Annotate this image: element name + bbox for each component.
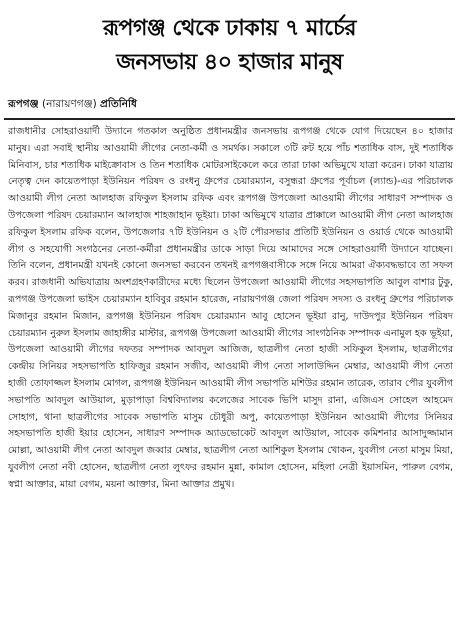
headline	[0, 0, 459, 80]
byline	[8, 96, 137, 112]
headline-line-2: জনসভায় ৪০ হাজার মানুষ	[116, 50, 343, 75]
headline-line-1: রূপগঞ্জ থেকে ঢাকায় ৭ মার্চের	[103, 16, 356, 41]
byline-place: রূপগঞ্জ	[8, 98, 39, 110]
byline-district: (নারায়ণগঞ্জ)	[41, 98, 97, 110]
byline-divider	[4, 118, 455, 120]
article-body: রাজধানীর সোহরাওয়ার্দী উদ্যানে গতকাল অনুষ্ঠিত প্রধানমন্ত্রীর জনসভায় রূপগঞ্জ থেকে যোগ দিয়েছেন ৪০ হাজার মানুষ। এরা সবাই স্থানীয় আওয়ামী লীগের নেতা-কর্মী ও সমর্থক। সকালে ৩টি রুট হয়ে পাঁচ শতাধিক বাস, দুই শতাধিক মিনিবাস, চার শতাধিক মাইক্রোবাস ও তিন শতাধিক মোটরসাইকেলে করে তারা ঢাকা অভিমুখে যাত্রা করেন। ঢাকা যাত্রায় নেতৃত্ব দেন কায়েতপাড়া ইউনিয়ন পরিষদ ও রংধনু গ্রুপের চেয়ারম্যান, বসুন্ধরা গ্রুপের পূর্বাচল (ল্যান্ড)-এর পরিচালক আওয়ামী লীগ নেতা আলহাজ রফিকুল ইসলাম রফিক এবং রূপগঞ্জ উপজেলা আওয়ামী লীগের সাধারণ সম্পাদক ও উপজেলা পরিষদ চেয়ারম্যান আলহাজ শাহজাহান ভূইয়া। ঢাকা অভিমুখে যাত্রার প্রাক্কালে আওয়ামী লীগ নেতা আলহাজ রফিকুল ইসলাম রফিক বলেন, উপজেলার ৭টি ইউনিয়ন ও ২টি পৌরসভার প্রতিটি ইউনিয়ন ও ওয়ার্ড থেকে আওয়ামী লীগ ও সহযোগী সংগঠনের নেতা-কর্মীরা প্রধানমন্ত্রীর ডাকে সাড়া দিয়ে আমাদের সঙ্গে সোহরাওয়ার্দী উদ্যানে যাচ্ছেন। তিনি বলেন, প্রধানমন্ত্রী যখনই কোনো জনসভা করবেন তখনই রূপগঞ্জবাসীকে সঙ্গে নিয়ে আমরা ঐক্যবদ্ধভাবে তা সফল করব। রাজধানী অভিযাত্রায় অংশগ্রহণকারীদের মধ্যে ছিলেন উপজেলা আওয়ামী লীগের সহসভাপতি আবুল বাশার টুকু, রূপগঞ্জ উপজেলা ভাইস চেয়ারম্যান হাবিবুর রহমান হারেজ, নারায়ণগঞ্জ জেলা পরিষদ সদস্য ও রংধনু গ্রুপের পরিচালক মিজানুর রহমান মিজান, রূপগঞ্জ ইউনিয়ন পরিষদ চেয়ারম্যান আবু হোসেন ভূইয়া রানু, দাউদপুর ইউনিয়ন পরিষদ চেয়ারম্যান নুরুল ইসলাম জাহাঙ্গীর মাস্টার, রূপগঞ্জ উপজেলা আওয়ামী লীগের সাংগঠনিক সম্পাদক এনামুল হক ভূইয়া, উপজেলা আওয়ামী লীগের দফতর সম্পাদক আবদুল আজিজ, ছাত্রলীগ নেতা হাজী সফিকুল ইসলাম, ছাত্রলীগের কেন্দ্রীয় সিনিয়র সহসভাপতি হাফিজুর রহমান সজীব, আওয়ামী লীগ নেতা সালাউদ্দিন মেম্বার, আওয়ামী লীগ নেতা হাজী তোফাজ্জল ইসলাম মোগল, রূপগঞ্জ ইউনিয়ন আওয়ামী লীগ সভাপতি মশিউর রহমান তারেক, তারাব পৌর যুবলীগ সভাপতি আবদুল আউয়াল, মুড়াপাড়া বিশ্ববিদ্যালয় কলেজের সাবেক ভিপি মাসুদ রানা, এজিএস সোহেল আহমেদ সোহাগ, থানা ছাত্রলীগের সাবেক সভাপতি মাসুম চৌধুরী অপু, কায়েতপাড়া ইউনিয়ন আওয়ামী লীগের সিনিয়র সহসভাপতি হাজী ইয়ার হোসেন, সাধারণ সম্পাদক অ্যাডভোকেট আবদুল আউয়াল, সাবেক কমিশনার আসাদুজ্জামান মোল্লা, আওয়ামী লীগ নেতা আবদুল জব্বার মেম্বার, ছাত্রলীগ নেতা আশিকুল ইসলাম খোকন, যুবলীগ নেতা মাসুম মিয়া, যুবলীগ নেতা নবী হোসেন, ছাত্রলীগ নেতা লুৎফর রহমান মুন্না, কামাল হোসেন, মহিলা নেত্রী ইয়াসমিন, পারুল বেগম, স্বপ্না আক্তার, মায়া বেগম, ময়না আক্তার, মিনা আক্তার প্রমুখ।	[8, 126, 453, 490]
byline-role: প্রতিনিধি	[100, 98, 137, 110]
